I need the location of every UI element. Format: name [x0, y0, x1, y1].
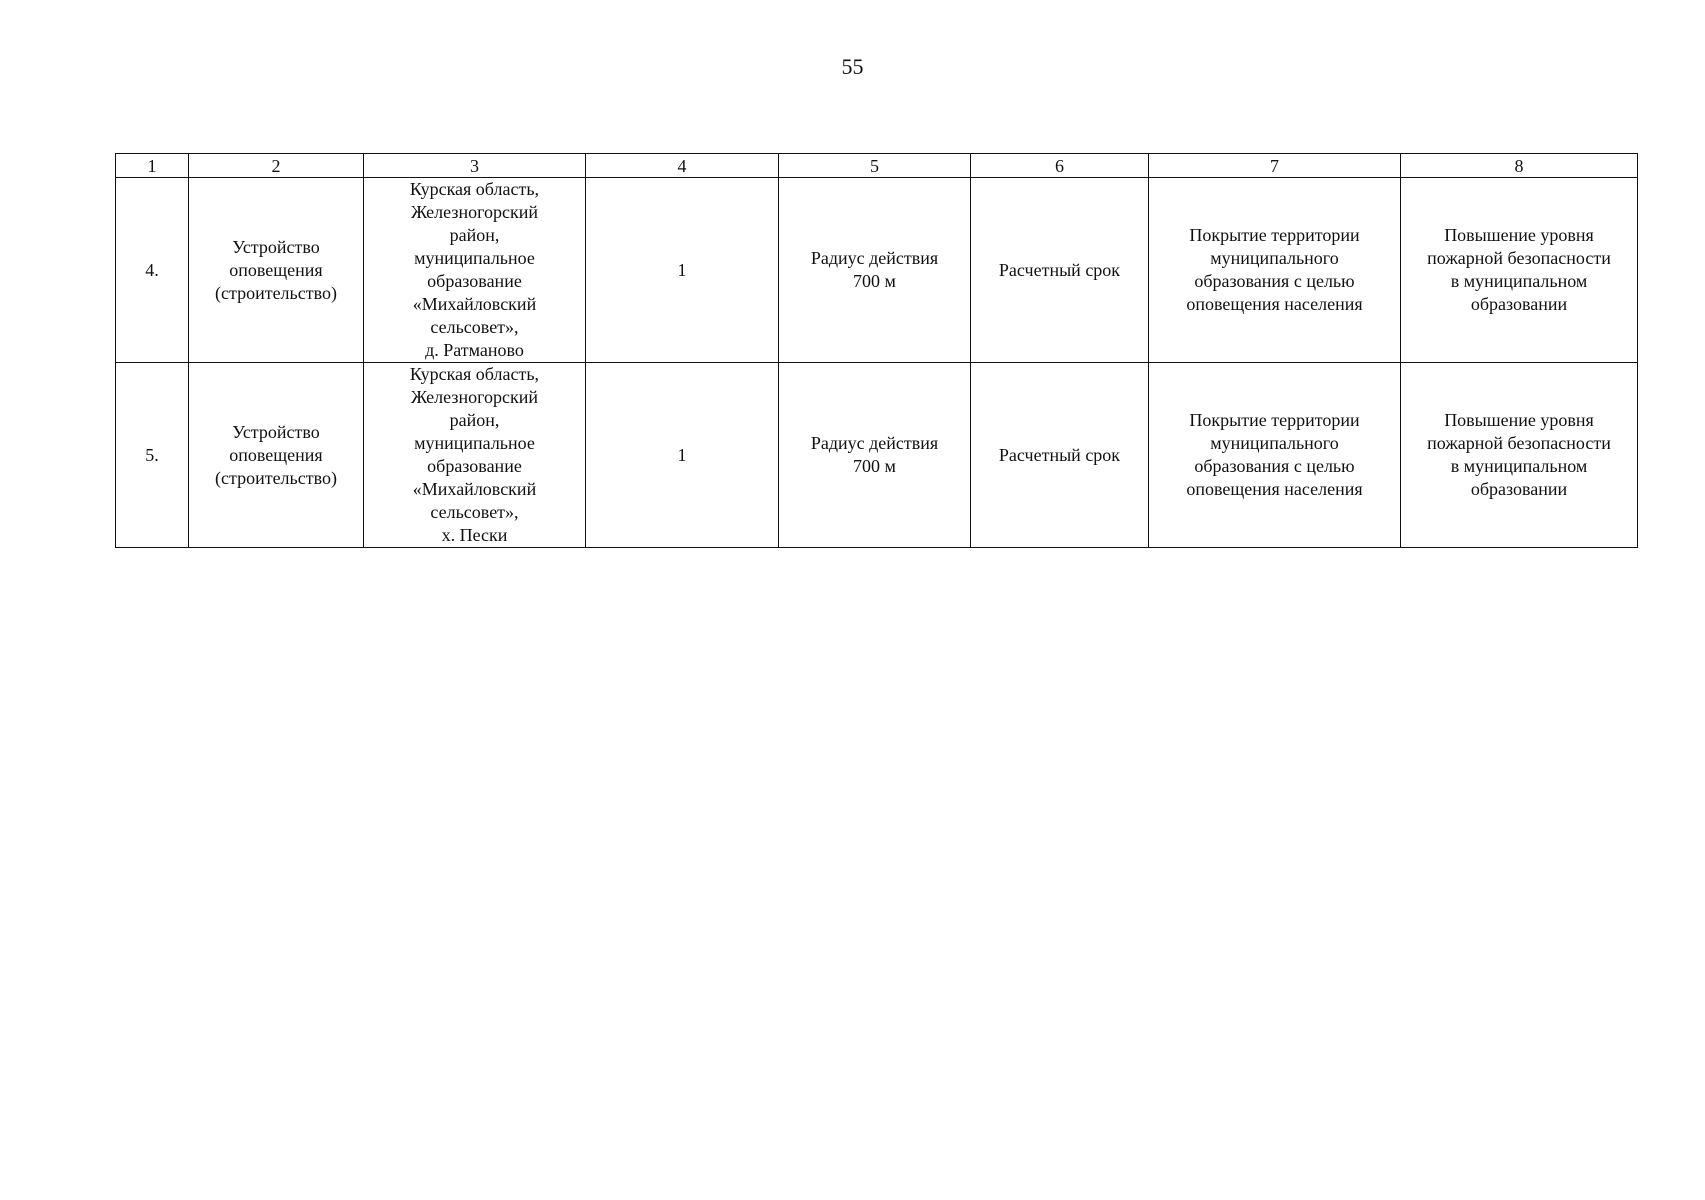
cell-quantity: 1 — [586, 178, 779, 363]
planned-objects-table — [115, 153, 1638, 548]
page-number: 55 — [841, 54, 864, 79]
column-header-6: 6 — [971, 154, 1149, 178]
cell-quantity: 1 — [586, 363, 779, 548]
cell-result: Повышение уровня пожарной безопасности в муниципальном образовании — [1401, 363, 1638, 548]
cell-period: Расчетный срок — [971, 363, 1149, 548]
cell-location: Курская область, Железногорский район, муниципальное образование «Михайловский сельсовет», д. Ратманово — [364, 178, 586, 363]
column-header-5: 5 — [779, 154, 971, 178]
cell-purpose: Покрытие территории муниципального образования с целью оповещения населения — [1149, 178, 1401, 363]
cell-purpose: Покрытие территории муниципального образования с целью оповещения населения — [1149, 363, 1401, 548]
table-row — [116, 178, 1638, 363]
column-header-7: 7 — [1149, 154, 1401, 178]
cell-characteristics: Радиус действия 700 м — [779, 363, 971, 548]
cell-number: 5. — [116, 363, 189, 548]
column-header-2: 2 — [189, 154, 364, 178]
cell-object: Устройство оповещения (строительство) — [189, 363, 364, 548]
cell-characteristics: Радиус действия 700 м — [779, 178, 971, 363]
cell-result: Повышение уровня пожарной безопасности в муниципальном образовании — [1401, 178, 1638, 363]
cell-period: Расчетный срок — [971, 178, 1149, 363]
header-row — [116, 154, 1638, 178]
column-header-8: 8 — [1401, 154, 1638, 178]
column-header-1: 1 — [116, 154, 189, 178]
column-header-4: 4 — [586, 154, 779, 178]
cell-object: Устройство оповещения (строительство) — [189, 178, 364, 363]
table-row — [116, 363, 1638, 548]
column-header-3: 3 — [364, 154, 586, 178]
cell-number: 4. — [116, 178, 189, 363]
cell-location: Курская область, Железногорский район, муниципальное образование «Михайловский сельсовет», х. Пески — [364, 363, 586, 548]
